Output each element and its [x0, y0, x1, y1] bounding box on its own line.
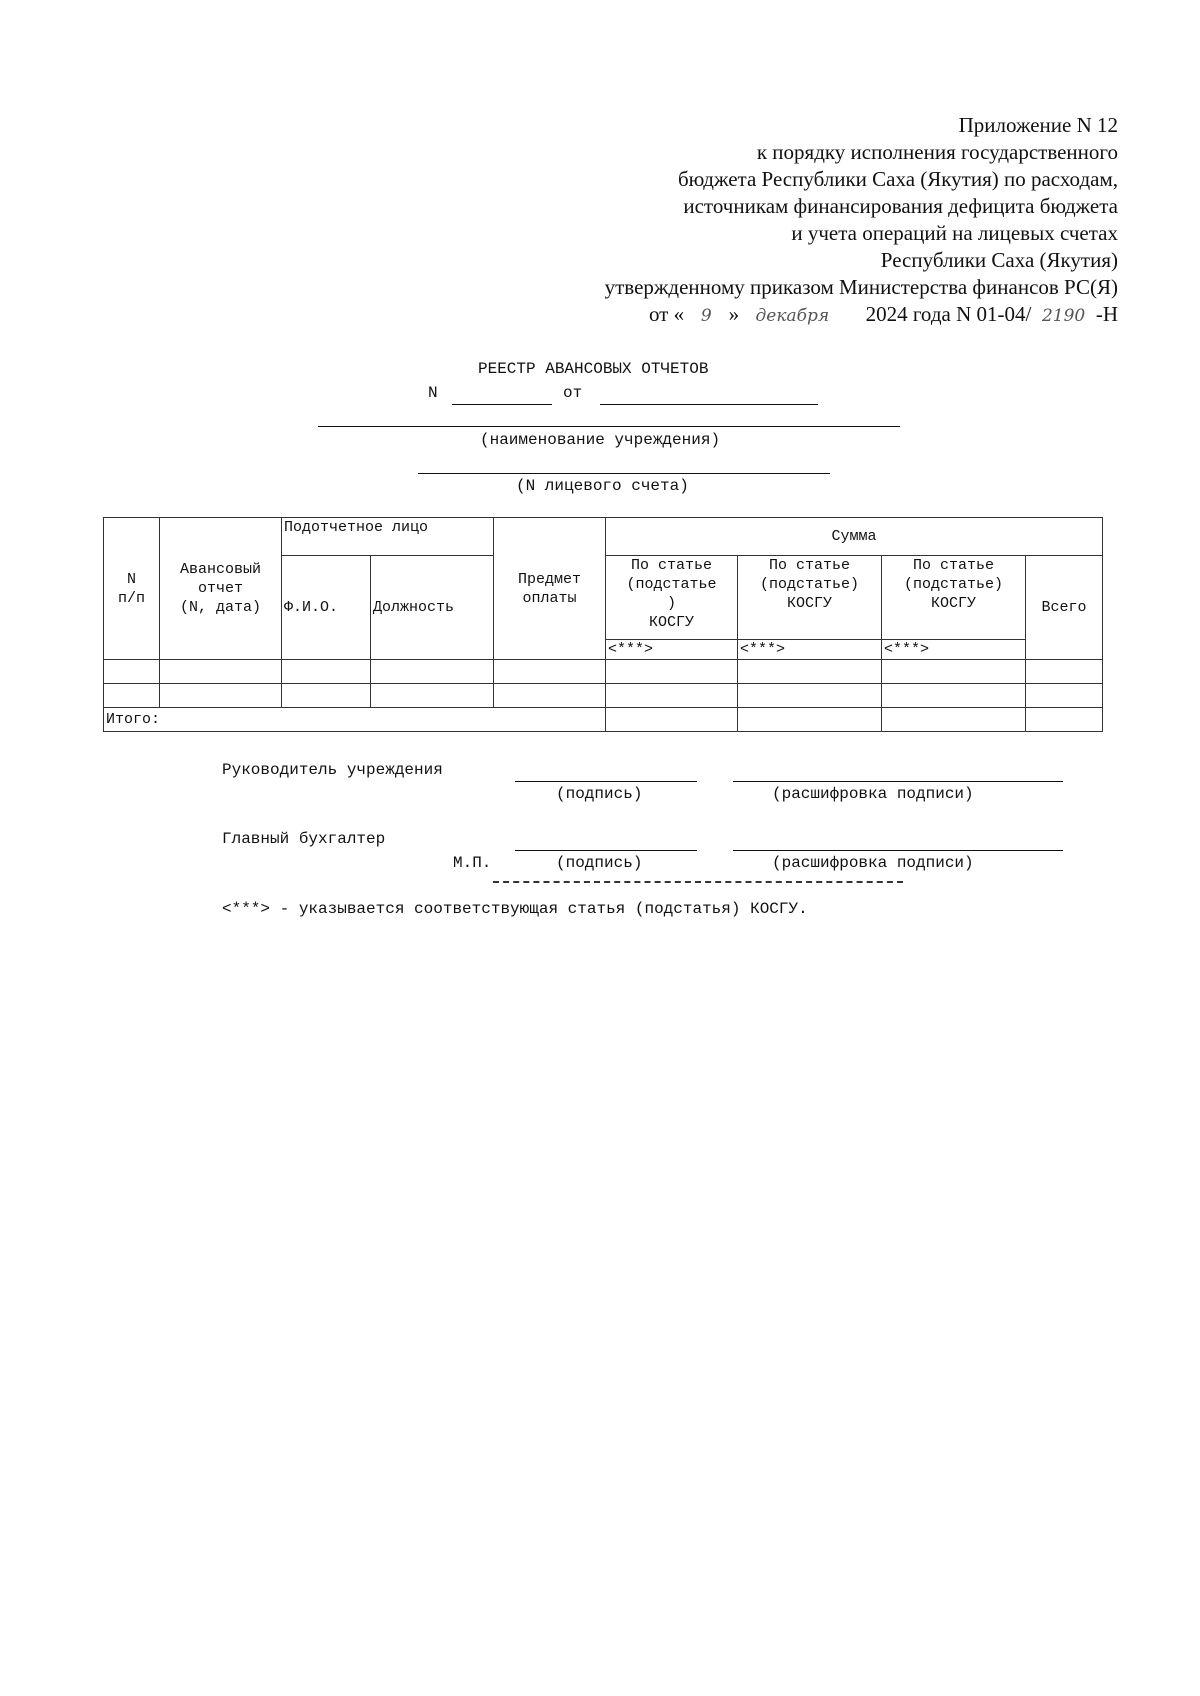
appendix-line: Республики Саха (Якутия): [880, 248, 1118, 272]
institution-blank: [318, 426, 900, 427]
table-cell: [371, 684, 494, 708]
accountant-signature-line: [515, 850, 697, 851]
total-row-label: Итого:: [104, 708, 606, 732]
table-cell: [882, 684, 1026, 708]
total-row: [104, 708, 1103, 732]
ref-mark: <***>: [606, 640, 738, 660]
appendix-header: [605, 112, 1118, 330]
table-cell: [882, 708, 1026, 732]
from-label: от: [563, 384, 583, 402]
header-num: N п/п: [104, 518, 160, 660]
table-cell: [606, 708, 738, 732]
appendix-line: источникам финансирования дефицита бюджета: [683, 194, 1118, 218]
table-cell: [160, 660, 282, 684]
number-blank: [452, 404, 552, 405]
table-cell: [1026, 684, 1103, 708]
table-cell: [882, 660, 1026, 684]
appendix-line: бюджета Республики Саха (Якутия) по расходам,: [678, 167, 1118, 191]
number-label: N: [428, 384, 438, 402]
appendix-line: и учета операций на лицевых счетах: [791, 221, 1118, 245]
header-person: Подотчетное лицо: [282, 518, 494, 556]
decode-caption: (расшифровка подписи): [772, 854, 974, 872]
appendix-line: утвержденному приказом Министерства финансов РС(Я): [604, 275, 1118, 299]
date-close: »: [728, 302, 740, 326]
date-blank: [600, 404, 818, 405]
table-cell: [371, 660, 494, 684]
handwritten-day: 9: [700, 306, 712, 326]
appendix-line: Приложение N 12: [958, 113, 1118, 137]
account-blank: [418, 473, 830, 474]
table-cell: [494, 684, 606, 708]
ref-mark: <***>: [882, 640, 1026, 660]
handwritten-month: декабря: [755, 306, 830, 326]
header-article-2: По статье (подстатье) КОСГУ: [738, 556, 882, 640]
header-subject: Предмет оплаты: [494, 518, 606, 660]
year-and-number: 2024 года N 01-04/: [865, 302, 1032, 326]
table-cell: [282, 684, 371, 708]
date-prefix: от «: [648, 302, 685, 326]
footnote-separator: [493, 881, 903, 883]
head-decode-line: [733, 781, 1063, 782]
head-signature-line: [515, 781, 697, 782]
decode-caption: (расшифровка подписи): [772, 785, 974, 803]
registry-table: [103, 517, 1103, 732]
appendix-date-line: [605, 301, 1118, 330]
ref-mark: <***>: [738, 640, 882, 660]
table-row: [104, 660, 1103, 684]
table-cell: [282, 660, 371, 684]
chief-accountant-label: Главный бухгалтер: [222, 830, 386, 848]
table-cell: [738, 684, 882, 708]
table-cell: [160, 684, 282, 708]
table-cell: [606, 684, 738, 708]
header-sum: Сумма: [606, 518, 1103, 556]
table-row: [104, 684, 1103, 708]
head-label: Руководитель учреждения: [222, 761, 443, 779]
appendix-line: к порядку исполнения государственного: [756, 140, 1118, 164]
signature-caption: (подпись): [556, 785, 643, 803]
handwritten-doc-number: 2190: [1041, 306, 1086, 326]
header-article-3: По статье (подстатье) КОСГУ: [882, 556, 1026, 640]
table-cell: [1026, 708, 1103, 732]
institution-caption: (наименование учреждения): [480, 431, 721, 449]
table-cell: [494, 660, 606, 684]
header-position: Должность: [371, 556, 494, 660]
doc-suffix: -Н: [1095, 302, 1118, 326]
signature-caption: (подпись): [556, 854, 643, 872]
accountant-decode-line: [733, 850, 1063, 851]
table-cell: [738, 660, 882, 684]
table-cell: [104, 660, 160, 684]
header-fio: Ф.И.О.: [282, 556, 371, 660]
header-row: [104, 518, 1103, 556]
footnote: <***> - указывается соответствующая статья (подстатья) КОСГУ.: [222, 900, 808, 918]
header-total: Всего: [1026, 556, 1103, 660]
header-report: Авансовый отчет (N, дата): [160, 518, 282, 660]
table-cell: [104, 684, 160, 708]
table-cell: [738, 708, 882, 732]
form-title: РЕЕСТР АВАНСОВЫХ ОТЧЕТОВ: [478, 360, 709, 378]
account-caption: (N лицевого счета): [516, 477, 689, 495]
stamp-label: М.П.: [453, 854, 492, 872]
table-cell: [606, 660, 738, 684]
header-article-1: По статье (подстатье ) КОСГУ: [606, 556, 738, 640]
table-cell: [1026, 660, 1103, 684]
